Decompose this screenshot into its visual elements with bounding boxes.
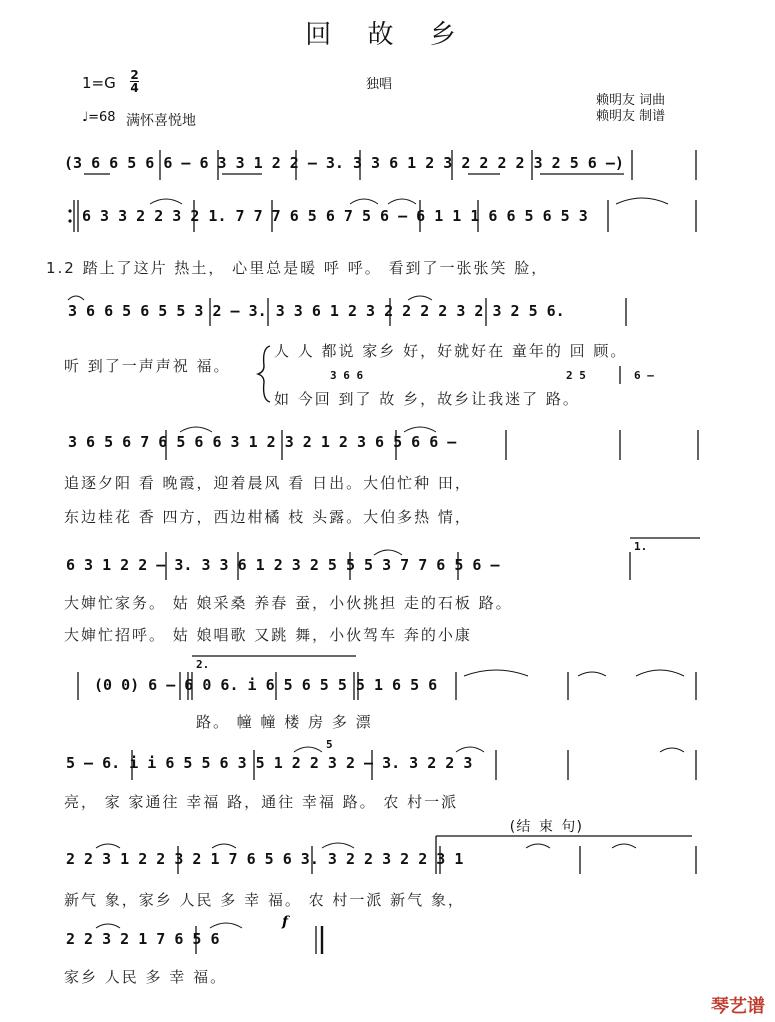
volta-2: 2. bbox=[196, 658, 210, 671]
row-2-notes: 6 3 3 2 2 3 2 1. 7 7 7 6 5 6 7 5 6 – 6 1 1 1 6 6 5 6 5 3 bbox=[82, 207, 588, 225]
score-row-6 bbox=[78, 656, 696, 700]
lyrics-line-3: 追逐夕阳 看 晚霞，迎着晨风 看 日出。大伯忙种 田， bbox=[64, 474, 472, 492]
lyrics-line-5: 大婶忙家务。 姑 娘采桑 养春 蚕，小伙挑担 走的石板 路。 bbox=[64, 594, 513, 612]
row-4-notes: 3 6 5 6 7 6 5 6 6 3 1 2 3 2 1 2 3 6 5 6 6 – bbox=[68, 433, 457, 451]
volta-1: 1. bbox=[634, 540, 648, 553]
row-7-notes: 5 – 6. i i 6 5 5 6 3 5 1 2 2 3 2 – 3. 3 2 2 3 bbox=[66, 754, 473, 772]
performance-type: 独唱 bbox=[366, 77, 393, 92]
ending-label: (结 束 句) bbox=[508, 819, 584, 835]
row-6-notes: (0 0) 6 – 6 0 6. i 6 5 6 5 5 5 1 6 5 6 bbox=[94, 676, 438, 694]
time-signature: 2 4 bbox=[130, 68, 139, 95]
tempo-mark: ♩=68 bbox=[82, 110, 116, 125]
credit-lyrics-music: 赖明友 词曲 bbox=[596, 93, 666, 108]
score-row-7 bbox=[66, 738, 696, 780]
score-row-4 bbox=[68, 427, 698, 460]
lyrics-line-4: 东边桂花 香 四方，西边柑橘 枝 头露。大伯多热 情， bbox=[64, 508, 472, 526]
lyrics-line-2a: 听 到了一声声祝 福。 bbox=[64, 357, 231, 375]
score-row-9 bbox=[66, 914, 322, 954]
fermata-mark: 5 bbox=[326, 738, 333, 751]
lyrics-line-1: 1.2 踏上了这片 热土， 心里总是暖 呼 呼。 看到了一张张笑 脸， bbox=[46, 259, 549, 277]
credit-score: 赖明友 制谱 bbox=[596, 109, 666, 124]
row-3-notes: 3 6 6 5 6 5 5 3 2 – 3. 3 3 6 1 2 3 2 2 2 2 3 2 3 2 5 6. bbox=[68, 302, 565, 320]
row-8-notes: 2 2 3 1 2 2 3 2 1 7 6 5 6 3. 3 2 2 3 2 2 3 1 bbox=[66, 850, 464, 868]
row-9-notes: 2 2 3 2 1 7 6 5 6 bbox=[66, 930, 220, 948]
lyrics-line-2b: 人 人 都说 家乡 好，好就好在 童年的 回 顾。 bbox=[274, 342, 628, 360]
page-title: 回 故 乡 bbox=[305, 20, 470, 50]
row-1-notes: (3 6 6 5 6 6 – 6 3 3 1 2 2 – 3. 3 3 6 1 2 3 2 2 2 2 3 2 5 6 –) bbox=[64, 154, 624, 172]
score-row-5 bbox=[66, 538, 700, 580]
key-signature: 1=G bbox=[82, 74, 116, 92]
variant-notes-1: 3 6 6 bbox=[330, 369, 364, 382]
score-row-8 bbox=[66, 818, 696, 874]
lyrics-line-10: 家乡 人民 多 幸 福。 bbox=[64, 968, 228, 986]
row-5-notes: 6 3 1 2 2 – 3. 3 3 6 1 2 3 2 5 5 5 3 7 7 6 5 6 – bbox=[66, 556, 500, 574]
score-row-1 bbox=[64, 150, 696, 180]
lyrics-line-7: 路。 幢 幢 楼 房 多 漂 bbox=[196, 713, 373, 731]
score-row-3 bbox=[68, 296, 626, 326]
score-row-2 bbox=[68, 198, 696, 232]
lyrics-line-6: 大婶忙招呼。 姑 娘唱歌 又跳 舞，小伙驾车 奔的小康 bbox=[64, 626, 472, 644]
lyrics-line-8: 亮， 家 家通往 幸福 路，通往 幸福 路。 农 村一派 bbox=[64, 793, 459, 811]
variant-notes-3: 6 – bbox=[634, 369, 654, 382]
lyrics-line-9: 新气 象，家乡 人民 多 幸 福。 农 村一派 新气 象， bbox=[64, 891, 465, 909]
site-watermark: 琴艺谱 bbox=[711, 996, 765, 1017]
expression-mark: 满怀喜悦地 bbox=[126, 113, 196, 129]
dynamic-mark: f bbox=[282, 914, 289, 930]
variant-notes-2: 2 5 bbox=[566, 369, 586, 382]
lyrics-line-2c: 如 今回 到了 故 乡，故乡让我迷了 路。 bbox=[274, 390, 580, 408]
